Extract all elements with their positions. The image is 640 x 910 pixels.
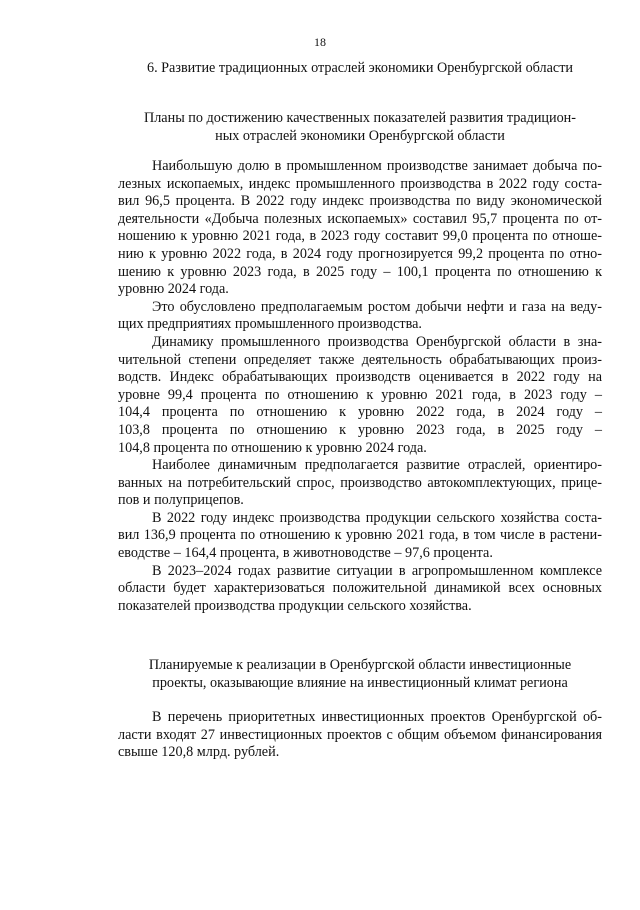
text-line: еводстве – 164,4 процента, в животноводстве – 97,6 процента. — [118, 545, 493, 562]
paragraph-oil-gas — [118, 299, 602, 334]
text-line: ношению к уровню 2021 года, в 2023 году составит 99,0 процента по отноше- — [118, 228, 602, 245]
subheading-line: ных отраслей экономики Оренбургской области — [215, 127, 505, 144]
text-line: Это обусловлено предполагаемым ростом добычи нефти и газа на веду- — [152, 298, 602, 315]
text-line: водств. Индекс обрабатывающих производств оценивается в 2022 году на — [118, 369, 602, 386]
text-line: шению к уровню 2023 года, в 2025 году – 100,1 процента по отношению к — [118, 263, 602, 280]
page-number: 18 — [314, 35, 326, 49]
body-text-block-1 — [118, 158, 602, 615]
text-line: вил 96,5 процента. В 2022 году индекс производства по виду экономической — [118, 193, 602, 210]
subheading-line: Планы по достижению качественных показателей развития традицион- — [143, 110, 577, 126]
text-line: Наибольшую долю в промышленном производстве занимает добыча по- — [152, 158, 602, 174]
subheading-line: Планируемые к реализации в Оренбургской области инвестиционные — [148, 657, 572, 673]
subheading-quality-indicators — [118, 110, 602, 145]
paragraph-mining — [118, 158, 602, 299]
paragraph-agriculture — [118, 510, 602, 563]
text-line: пов и полуприцепов. — [118, 492, 244, 509]
text-line: Наиболее динамичным предполагается развитие отраслей, ориентиро- — [152, 457, 602, 474]
paragraph-agro-outlook — [118, 563, 602, 616]
subheading-line: проекты, оказывающие влияние на инвестиционный климат региона — [152, 674, 568, 691]
text-line: ласти входят 27 инвестиционных проектов с общим объемом финансирования — [118, 726, 602, 743]
text-line: уровню 2024 года. — [118, 281, 229, 298]
text-line: лезных ископаемых, индекс промышленного производства в 2022 году соста- — [118, 175, 602, 192]
text-line: В 2022 году индекс производства продукции сельского хозяйства соста- — [152, 509, 602, 526]
paragraph-consumer-industries — [118, 457, 602, 510]
text-line: уровне 99,4 процента по отношению к уровню 2021 года, в 2023 году – — [118, 386, 602, 403]
text-line: нию к уровню 2022 года, в 2024 году прогнозируется 99,2 процента по отно- — [118, 245, 602, 262]
text-line: показателей производства продукции сельского хозяйства. — [118, 597, 472, 614]
text-line: 104,8 процента по отношению к уровню 2024 года. — [118, 439, 427, 456]
text-line: Динамику промышленного производства Оренбургской области в зна- — [152, 333, 602, 350]
text-line: В перечень приоритетных инвестиционных проектов Оренбургской об- — [152, 709, 602, 725]
text-line: 103,8 процента по отношению к уровню 2023 года, в 2025 году – — [118, 421, 602, 438]
text-line: ванных на потребительский спрос, производство автокомплектующих, прице- — [118, 474, 602, 491]
text-line: щих предприятиях промышленного производства. — [118, 316, 422, 333]
section-title: 6. Развитие традиционных отраслей экономики Оренбургской области — [146, 60, 574, 76]
body-text-block-2 — [118, 709, 602, 762]
text-line: чительной степени определяет также деятельность обрабатывающих произ- — [118, 351, 602, 368]
text-line: свыше 120,8 млрд. рублей. — [118, 744, 280, 761]
text-line: 104,4 процента по отношению к уровню 2022 года, в 2024 году – — [118, 404, 602, 421]
text-line: области будет характеризоваться положительной динамикой всех основных — [118, 580, 602, 597]
subheading-investment-projects — [118, 657, 602, 692]
text-line: деятельности «Добыча полезных ископаемых» составил 95,7 процента по от- — [118, 210, 602, 227]
paragraph-manufacturing — [118, 334, 602, 457]
text-line: В 2023–2024 годах развитие ситуации в агропромышленном комплексе — [152, 562, 602, 579]
paragraph-investment-list — [118, 709, 602, 762]
text-line: вил 136,9 процента по отношению к уровню 2021 года, в том числе в растени- — [118, 527, 602, 544]
